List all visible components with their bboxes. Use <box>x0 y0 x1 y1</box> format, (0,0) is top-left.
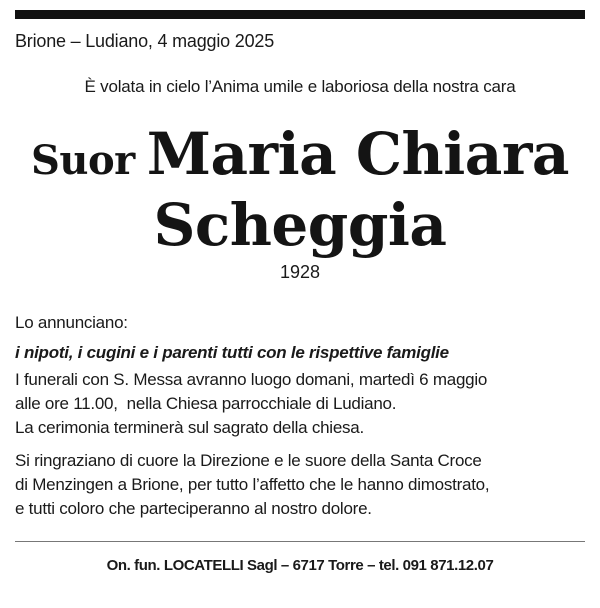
funeral-line: alle ore 11.00, nella Chiesa parrocchiale di Ludiano. <box>15 394 397 413</box>
name-line-1 <box>0 120 600 197</box>
funeral-line: La cerimonia terminerà sul sagrato della chiesa. <box>15 418 364 437</box>
name-line-2 <box>0 191 600 268</box>
deceased-name-block <box>0 120 600 268</box>
thanks-line: Si ringraziano di cuore la Direzione e le suore della Santa Croce <box>15 451 482 470</box>
thanks-paragraph <box>15 449 585 521</box>
funeral-details <box>15 368 585 440</box>
thanks-line: e tutti coloro che parteciperanno al nostro dolore. <box>15 499 372 518</box>
intro-text: È volata in cielo l’Anima umile e laboriosa della nostra cara <box>84 77 516 96</box>
family-mourners: i nipoti, i cugini e i parenti tutti con le rispettive famiglie <box>15 343 449 362</box>
given-names: Maria Chiara <box>146 120 569 188</box>
funeral-line: I funerali con S. Messa avranno luogo domani, martedì 6 maggio <box>15 370 488 389</box>
bottom-rule <box>15 541 585 542</box>
funeral-home-footer: On. fun. LOCATELLI Sagl – 6717 Torre – tel. 091 871.12.07 <box>106 557 494 574</box>
thanks-line: di Menzingen a Brione, per tutto l’affetto che le hanno dimostrato, <box>15 475 490 494</box>
birth-year: 1928 <box>279 262 321 282</box>
dateline: Brione – Ludiano, 4 maggio 2025 <box>15 31 275 51</box>
surname: Scheggia <box>153 191 447 259</box>
announcement-lead: Lo annunciano: <box>15 313 128 332</box>
religious-title: Suor <box>31 137 135 184</box>
top-rule <box>15 10 585 19</box>
notice-body <box>15 311 585 521</box>
